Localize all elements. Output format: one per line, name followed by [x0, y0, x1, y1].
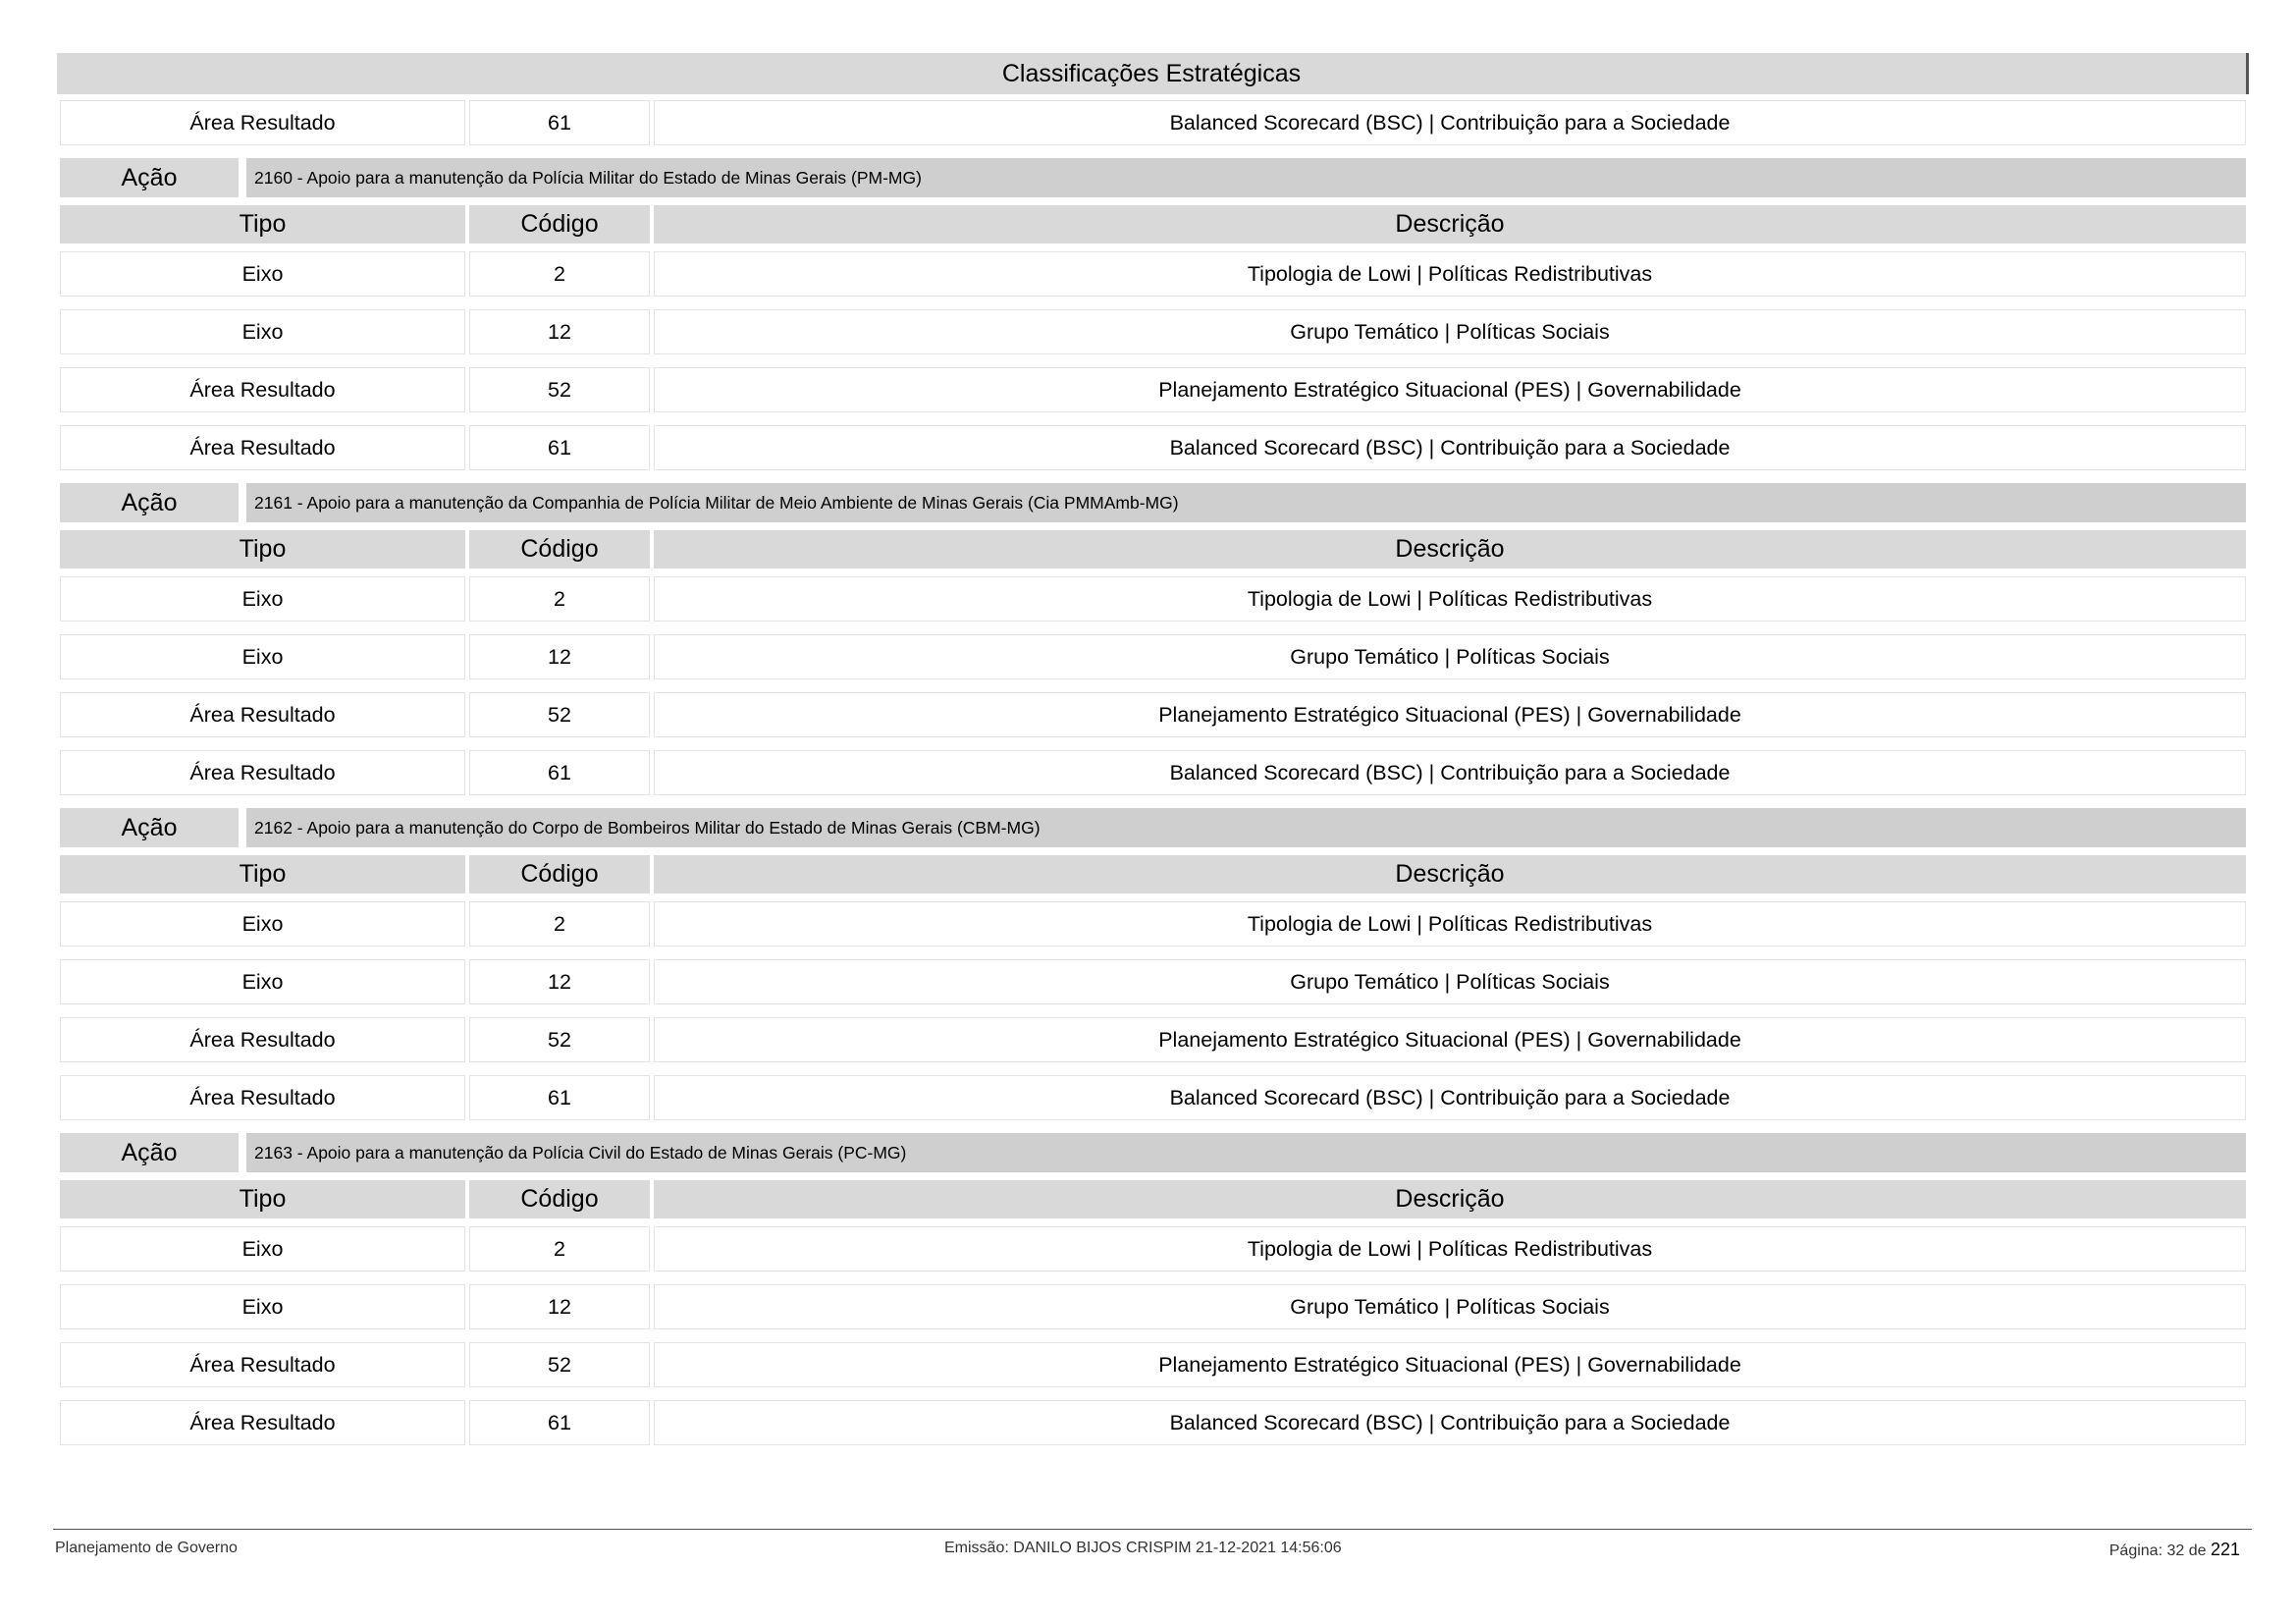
descricao-cell: Tipologia de Lowi | Políticas Redistributivas [654, 1226, 2246, 1271]
acao-header [57, 1133, 2249, 1172]
acao-block [57, 158, 2249, 470]
table-row [57, 1342, 2249, 1387]
table-row [57, 692, 2249, 737]
table-row [57, 1400, 2249, 1445]
descricao-cell: Planejamento Estratégico Situacional (PES) | Governabilidade [654, 692, 2246, 737]
header-codigo: Código [469, 205, 650, 243]
codigo-cell: 12 [469, 959, 650, 1004]
report-page [57, 53, 2249, 1458]
footer-page-number [2109, 1540, 2240, 1560]
acao-header [57, 808, 2249, 847]
acao-title: 2162 - Apoio para a manutenção do Corpo de Bombeiros Militar do Estado de Minas Gerais (CBM-MG) [246, 808, 2246, 847]
codigo-cell: 2 [469, 1226, 650, 1271]
table-row [57, 750, 2249, 795]
codigo-cell: 61 [469, 425, 650, 470]
tipo-cell: Eixo [60, 901, 465, 947]
footer-emission: Emissão: DANILO BIJOS CRISPIM 21-12-2021 14:56:06 [944, 1540, 1342, 1556]
descricao-cell: Balanced Scorecard (BSC) | Contribuição para a Sociedade [654, 100, 2246, 145]
footer-org: Planejamento de Governo [55, 1540, 238, 1556]
tipo-cell: Eixo [60, 1226, 465, 1271]
descricao-cell: Grupo Temático | Políticas Sociais [654, 634, 2246, 679]
codigo-cell: 61 [469, 1400, 650, 1445]
header-codigo: Código [469, 855, 650, 893]
page-prefix: Página: 32 de [2109, 1542, 2211, 1559]
header-tipo: Tipo [60, 530, 465, 568]
table-header [57, 855, 2249, 893]
table-row [57, 1284, 2249, 1329]
acao-title: 2160 - Apoio para a manutenção da Polícia Militar do Estado de Minas Gerais (PM-MG) [246, 158, 2246, 197]
descricao-cell: Grupo Temático | Políticas Sociais [654, 309, 2246, 354]
acao-title: 2161 - Apoio para a manutenção da Companhia de Polícia Militar de Meio Ambiente de Minas Gerais (Cia PMMAmb-MG) [246, 483, 2246, 522]
tipo-cell: Eixo [60, 959, 465, 1004]
table-row [57, 251, 2249, 297]
codigo-cell: 61 [469, 100, 650, 145]
tipo-cell: Área Resultado [60, 1400, 465, 1445]
acao-label: Ação [60, 1133, 239, 1172]
header-descricao: Descrição [654, 855, 2246, 893]
acao-header [57, 158, 2249, 197]
header-descricao: Descrição [654, 530, 2246, 568]
descricao-cell: Grupo Temático | Políticas Sociais [654, 959, 2246, 1004]
footer-divider [53, 1529, 2252, 1530]
codigo-cell: 52 [469, 1017, 650, 1062]
descricao-cell: Planejamento Estratégico Situacional (PES) | Governabilidade [654, 1342, 2246, 1387]
tipo-cell: Eixo [60, 576, 465, 622]
table-row [57, 1226, 2249, 1271]
codigo-cell: 12 [469, 309, 650, 354]
descricao-cell: Balanced Scorecard (BSC) | Contribuição para a Sociedade [654, 1400, 2246, 1445]
page-total: 221 [2210, 1540, 2240, 1559]
table-row [57, 309, 2249, 354]
tipo-cell: Área Resultado [60, 692, 465, 737]
acao-title: 2163 - Apoio para a manutenção da Polícia Civil do Estado de Minas Gerais (PC-MG) [246, 1133, 2246, 1172]
header-tipo: Tipo [60, 1180, 465, 1218]
header-tipo: Tipo [60, 205, 465, 243]
descricao-cell: Balanced Scorecard (BSC) | Contribuição para a Sociedade [654, 1075, 2246, 1120]
tipo-cell: Área Resultado [60, 750, 465, 795]
table-row [57, 576, 2249, 622]
tipo-cell: Área Resultado [60, 1342, 465, 1387]
tipo-cell: Área Resultado [60, 425, 465, 470]
codigo-cell: 2 [469, 901, 650, 947]
descricao-cell: Balanced Scorecard (BSC) | Contribuição para a Sociedade [654, 425, 2246, 470]
codigo-cell: 61 [469, 750, 650, 795]
acao-label: Ação [60, 158, 239, 197]
tipo-cell: Eixo [60, 251, 465, 297]
codigo-cell: 52 [469, 367, 650, 412]
table-row [57, 425, 2249, 470]
descricao-cell: Tipologia de Lowi | Políticas Redistributivas [654, 901, 2246, 947]
acao-block [57, 1133, 2249, 1445]
acao-label: Ação [60, 483, 239, 522]
table-row [57, 634, 2249, 679]
codigo-cell: 52 [469, 692, 650, 737]
table-row [57, 959, 2249, 1004]
table-row [57, 100, 2249, 145]
codigo-cell: 61 [469, 1075, 650, 1120]
descricao-cell: Planejamento Estratégico Situacional (PES) | Governabilidade [654, 367, 2246, 412]
tipo-cell: Área Resultado [60, 1017, 465, 1062]
tipo-cell: Área Resultado [60, 1075, 465, 1120]
codigo-cell: 2 [469, 251, 650, 297]
tipo-cell: Eixo [60, 309, 465, 354]
section-title: Classificações Estratégicas [57, 53, 2249, 94]
acao-header [57, 483, 2249, 522]
acao-block [57, 808, 2249, 1120]
descricao-cell: Tipologia de Lowi | Políticas Redistributivas [654, 576, 2246, 622]
table-row [57, 1017, 2249, 1062]
descricao-cell: Balanced Scorecard (BSC) | Contribuição para a Sociedade [654, 750, 2246, 795]
tipo-cell: Eixo [60, 1284, 465, 1329]
tipo-cell: Área Resultado [60, 367, 465, 412]
descricao-cell: Planejamento Estratégico Situacional (PES) | Governabilidade [654, 1017, 2246, 1062]
codigo-cell: 12 [469, 634, 650, 679]
table-row [57, 367, 2249, 412]
header-codigo: Código [469, 530, 650, 568]
header-codigo: Código [469, 1180, 650, 1218]
descricao-cell: Tipologia de Lowi | Políticas Redistributivas [654, 251, 2246, 297]
acao-block [57, 483, 2249, 795]
table-header [57, 1180, 2249, 1218]
tipo-cell: Eixo [60, 634, 465, 679]
tipo-cell: Área Resultado [60, 100, 465, 145]
header-tipo: Tipo [60, 855, 465, 893]
table-row [57, 901, 2249, 947]
table-row [57, 1075, 2249, 1120]
acao-label: Ação [60, 808, 239, 847]
table-header [57, 205, 2249, 243]
descricao-cell: Grupo Temático | Políticas Sociais [654, 1284, 2246, 1329]
table-header [57, 530, 2249, 568]
codigo-cell: 52 [469, 1342, 650, 1387]
header-descricao: Descrição [654, 205, 2246, 243]
codigo-cell: 12 [469, 1284, 650, 1329]
header-descricao: Descrição [654, 1180, 2246, 1218]
acoes-list [57, 158, 2249, 1445]
codigo-cell: 2 [469, 576, 650, 622]
